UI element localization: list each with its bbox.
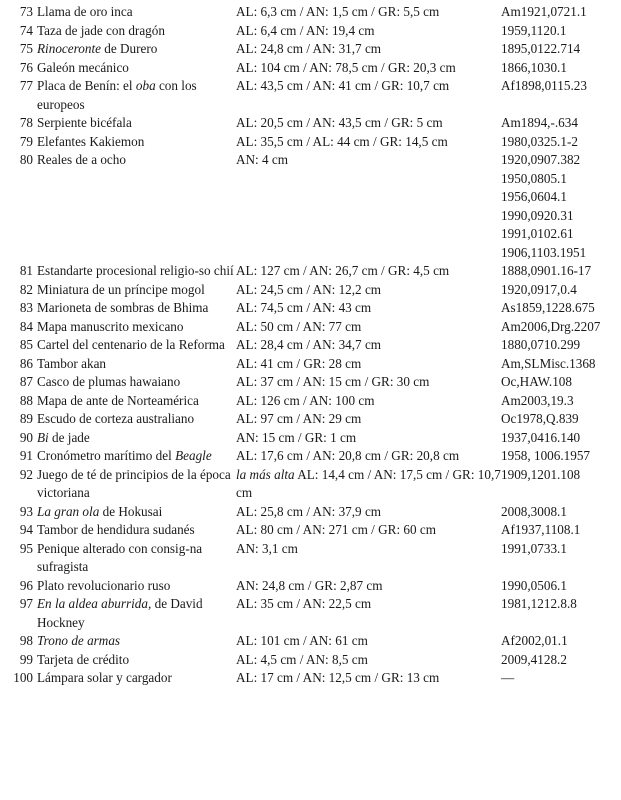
item-name-part: Penique alterado con consig-na sufragista [37, 540, 203, 574]
item-dimensions [236, 632, 501, 651]
item-name-part: Juego de té de principios de la época victoriana [37, 466, 231, 500]
item-name-part: de David Hockney [37, 596, 203, 630]
item-dimensions-part: AL: 25,8 cm / AN: 37,9 cm [236, 503, 382, 519]
item-number: 99 [19, 651, 33, 667]
item-name [37, 40, 236, 59]
list-item [0, 669, 621, 688]
list-item [0, 632, 621, 651]
item-registration-numbers [501, 114, 621, 133]
item-registration-numbers [501, 373, 621, 392]
item-number: 87 [19, 374, 33, 389]
item-dimensions-part: AL: 97 cm / AN: 29 cm [236, 411, 362, 426]
item-registration-numbers [501, 669, 621, 688]
item-name [37, 299, 236, 318]
item-registration-numbers [501, 299, 621, 318]
item-name-part: con los europeos [37, 78, 197, 112]
item-dimensions [236, 281, 501, 300]
registration-number: 1888,0901.16-17 [501, 263, 592, 278]
registration-number: Am1894,-.634 [501, 115, 578, 130]
registration-number: 1956,0604.1 [501, 189, 567, 204]
item-name-part: de Hokusai [99, 503, 163, 519]
item-name-part: Reales de a ocho [37, 152, 126, 167]
item-name-part: Marioneta de sombras de Bhima [37, 300, 209, 315]
item-name-part: de jade [48, 429, 90, 445]
item-number: 84 [19, 318, 33, 334]
item-dimensions-part: AN: 3,1 cm [236, 540, 298, 556]
item-name-part: Lámpara solar y cargador [37, 670, 172, 685]
item-registration-numbers [501, 503, 621, 522]
item-dimensions-part: AL: 4,5 cm / AN: 8,5 cm [236, 651, 368, 667]
registration-number: Af1937,1108.1 [501, 522, 581, 537]
item-dimensions [236, 540, 501, 559]
item-number: 85 [19, 337, 33, 352]
item-registration-numbers [501, 595, 621, 614]
item-dimensions-part: AL: 37 cm / AN: 15 cm / GR: 30 cm [236, 374, 430, 389]
item-name [37, 651, 236, 670]
item-registration-numbers [501, 466, 621, 485]
list-item [0, 429, 621, 448]
registration-number: 1880,0710.299 [501, 337, 581, 352]
item-dimensions [236, 373, 501, 392]
item-name-part: La gran ola [37, 503, 100, 519]
item-dimensions [236, 133, 501, 152]
registration-number: Af1898,0115.23 [501, 78, 587, 93]
item-number: 94 [19, 522, 33, 537]
item-dimensions-part: AN: 15 cm / GR: 1 cm [236, 429, 357, 445]
item-dimensions [236, 318, 501, 337]
item-name-part: Escudo de corteza australiano [37, 411, 195, 426]
list-item [0, 410, 621, 429]
item-number: 77 [19, 78, 33, 93]
item-dimensions-part: AL: 126 cm / AN: 100 cm [236, 392, 375, 408]
item-name [37, 392, 236, 411]
item-dimensions-part: AL: 24,8 cm / AN: 31,7 cm [236, 41, 382, 56]
item-name-part: En la aldea aburrida, [37, 596, 152, 611]
registration-number: 1920,0907.382 [501, 152, 581, 167]
registration-number: 1937,0416.140 [501, 429, 581, 445]
registration-number: 1906,1103.1951 [501, 244, 587, 260]
item-registration-numbers [501, 521, 621, 540]
item-registration-numbers [501, 3, 621, 22]
registration-number: 1991,0733.1 [501, 540, 567, 556]
item-registration-numbers [501, 336, 621, 355]
item-name [37, 632, 236, 651]
item-dimensions [236, 3, 501, 22]
item-name-part: Bi [37, 429, 49, 445]
item-registration-numbers [501, 392, 621, 411]
item-dimensions [236, 151, 501, 170]
item-name [37, 22, 236, 41]
item-dimensions-part: AL: 80 cm / AN: 271 cm / GR: 60 cm [236, 522, 436, 537]
item-name-part: Estandarte procesional religio-so chií [37, 263, 234, 278]
item-dimensions-part: AL: 17 cm / AN: 12,5 cm / GR: 13 cm [236, 670, 440, 685]
item-dimensions-part: AL: 127 cm / AN: 26,7 cm / GR: 4,5 cm [236, 263, 450, 278]
list-item [0, 595, 621, 632]
registration-number: 1959,1120.1 [501, 22, 567, 38]
item-name [37, 114, 236, 133]
item-dimensions [236, 114, 501, 133]
list-item [0, 281, 621, 300]
list-item [0, 521, 621, 540]
item-number: 100 [13, 670, 33, 685]
item-dimensions-part: AL: 6,4 cm / AN: 19,4 cm [236, 22, 375, 38]
item-dimensions [236, 392, 501, 411]
item-registration-numbers [501, 281, 621, 300]
item-registration-numbers [501, 133, 621, 152]
item-number: 81 [19, 263, 33, 278]
item-number: 93 [19, 503, 33, 519]
item-name [37, 577, 236, 596]
list-item [0, 133, 621, 152]
item-number: 76 [19, 59, 33, 75]
item-name-part: Beagle [175, 448, 212, 463]
item-number: 79 [19, 133, 33, 149]
list-item [0, 318, 621, 337]
item-dimensions [236, 77, 501, 96]
item-dimensions [236, 577, 501, 596]
item-dimensions-part: AN: 24,8 cm / GR: 2,87 cm [236, 577, 383, 593]
item-name [37, 521, 236, 540]
item-dimensions-part: AN: 4 cm [236, 152, 289, 167]
item-name [37, 281, 236, 300]
item-name-part: Placa de Benín: el [37, 78, 136, 93]
item-dimensions-part: AL: 24,5 cm / AN: 12,2 cm [236, 281, 382, 297]
registration-number: Oc1978,Q.839 [501, 411, 579, 426]
registration-number: As1859,1228.675 [501, 300, 595, 315]
item-number: 74 [19, 22, 33, 38]
item-dimensions [236, 521, 501, 540]
list-item [0, 336, 621, 355]
item-number: 95 [19, 540, 33, 556]
item-registration-numbers [501, 151, 621, 262]
item-name [37, 595, 236, 632]
item-registration-numbers [501, 22, 621, 41]
item-dimensions [236, 429, 501, 448]
registration-number: 1958, 1006.1957 [501, 448, 591, 463]
registration-number: Af2002,01.1 [501, 633, 568, 648]
registration-number: Am1921,0721.1 [501, 4, 587, 19]
item-name [37, 151, 236, 170]
item-registration-numbers [501, 59, 621, 78]
registration-number: 1991,0102.61 [501, 226, 574, 241]
item-dimensions-part: AL: 17,6 cm / AN: 20,8 cm / GR: 20,8 cm [236, 448, 460, 463]
item-name-part: Galeón mecánico [37, 59, 129, 75]
item-dimensions-part: la más alta [236, 466, 295, 482]
list-item [0, 3, 621, 22]
list-item [0, 262, 621, 281]
item-name [37, 133, 236, 152]
item-name-part: Elefantes Kakiemon [37, 133, 145, 149]
list-item [0, 466, 621, 503]
registration-number: 1981,1212.8.8 [501, 596, 577, 611]
item-dimensions-part: AL: 28,4 cm / AN: 34,7 cm [236, 337, 382, 352]
list-item [0, 447, 621, 466]
item-dimensions [236, 447, 501, 466]
list-item [0, 373, 621, 392]
item-dimensions-part: AL: 41 cm / GR: 28 cm [236, 355, 362, 371]
item-dimensions-part: AL: 6,3 cm / AN: 1,5 cm / GR: 5,5 cm [236, 4, 440, 19]
item-dimensions-part: AL: 74,5 cm / AN: 43 cm [236, 300, 372, 315]
item-dimensions [236, 410, 501, 429]
list-item [0, 151, 621, 262]
registration-number: 1980,0325.1-2 [501, 133, 578, 149]
item-name-part: oba [135, 78, 156, 93]
item-name [37, 355, 236, 374]
list-item [0, 22, 621, 41]
item-number: 78 [19, 115, 33, 130]
item-name-part: Tambor de hendidura sudanés [37, 522, 195, 537]
registration-number: Am2006,Drg.2207 [501, 318, 601, 334]
item-registration-numbers [501, 447, 621, 466]
item-name-part: de Durero [100, 41, 158, 56]
item-dimensions-part: AL: 20,5 cm / AN: 43,5 cm / GR: 5 cm [236, 115, 443, 130]
item-number: 98 [19, 633, 33, 648]
item-number: 86 [19, 355, 33, 371]
item-name [37, 429, 236, 448]
item-name-part: Llama de oro inca [37, 4, 133, 19]
item-registration-numbers [501, 262, 621, 281]
item-number: 75 [19, 41, 33, 56]
item-registration-numbers [501, 318, 621, 337]
item-dimensions [236, 59, 501, 78]
registration-number: 1895,0122.714 [501, 41, 581, 56]
item-dimensions-part: AL: 14,4 cm / AN: 17,5 cm / GR: 10,7 cm [236, 466, 501, 500]
item-name-part: Taza de jade con dragón [37, 22, 165, 38]
item-registration-numbers [501, 77, 621, 96]
item-number: 88 [19, 392, 33, 408]
item-name-part: Tambor akan [37, 355, 107, 371]
item-name-part: Trono de armas [37, 633, 121, 648]
item-dimensions [236, 299, 501, 318]
item-number: 97 [19, 596, 33, 611]
item-number: 90 [19, 429, 33, 445]
item-dimensions [236, 651, 501, 670]
item-registration-numbers [501, 632, 621, 651]
item-name [37, 336, 236, 355]
item-registration-numbers [501, 410, 621, 429]
item-dimensions-part: AL: 101 cm / AN: 61 cm [236, 633, 368, 648]
item-dimensions [236, 466, 501, 503]
registration-number: 2009,4128.2 [501, 651, 567, 667]
item-dimensions [236, 503, 501, 522]
item-number: 83 [19, 300, 33, 315]
list-item [0, 40, 621, 59]
registration-number: — [501, 670, 515, 685]
item-dimensions [236, 262, 501, 281]
item-name [37, 669, 236, 688]
item-number: 96 [19, 577, 33, 593]
item-name-part: Miniatura de un príncipe mogol [37, 281, 205, 297]
item-name [37, 540, 236, 577]
item-registration-numbers [501, 355, 621, 374]
registration-number: 1909,1201.108 [501, 466, 581, 482]
item-name [37, 373, 236, 392]
item-number: 80 [19, 152, 33, 167]
registration-number: 1866,1030.1 [501, 59, 567, 75]
item-name [37, 410, 236, 429]
item-name-part: Casco de plumas hawaiano [37, 374, 181, 389]
registration-number: 1950,0805.1 [501, 170, 567, 186]
item-dimensions [236, 595, 501, 614]
item-name [37, 3, 236, 22]
item-name-part: Plato revolucionario ruso [37, 577, 171, 593]
item-dimensions-part: AL: 35 cm / AN: 22,5 cm [236, 596, 372, 611]
item-dimensions [236, 40, 501, 59]
item-name-part: Tarjeta de crédito [37, 651, 130, 667]
item-dimensions-part: AL: 35,5 cm / AL: 44 cm / GR: 14,5 cm [236, 133, 448, 149]
item-name [37, 503, 236, 522]
list-item [0, 59, 621, 78]
item-name [37, 59, 236, 78]
item-dimensions-part: AL: 104 cm / AN: 78,5 cm / GR: 20,3 cm [236, 59, 456, 75]
registration-number: 1920,0917,0.4 [501, 281, 577, 297]
item-name-part: Mapa de ante de Norteamérica [37, 392, 199, 408]
item-registration-numbers [501, 577, 621, 596]
item-name-part: Rinoceronte [37, 41, 101, 56]
registration-number: 1990,0920.31 [501, 207, 574, 223]
item-name-part: Mapa manuscrito mexicano [37, 318, 184, 334]
item-number: 92 [19, 466, 33, 482]
item-name [37, 318, 236, 337]
registration-number: Am2003,19.3 [501, 392, 574, 408]
list-item [0, 299, 621, 318]
item-registration-numbers [501, 40, 621, 59]
item-name-part: Cronómetro marítimo del [37, 448, 176, 463]
registration-number: 2008,3008.1 [501, 503, 567, 519]
list-item [0, 577, 621, 596]
item-dimensions-part: AL: 50 cm / AN: 77 cm [236, 318, 362, 334]
item-number: 82 [19, 281, 33, 297]
item-dimensions [236, 355, 501, 374]
list-item [0, 77, 621, 114]
item-name-part: Cartel del centenario de la Reforma [37, 337, 225, 352]
item-dimensions [236, 22, 501, 41]
list-item [0, 392, 621, 411]
registration-number: Oc,HAW.108 [501, 374, 572, 389]
item-registration-numbers [501, 651, 621, 670]
item-name [37, 77, 236, 114]
item-number: 73 [19, 4, 33, 19]
registration-number: Am,SLMisc.1368 [501, 355, 596, 371]
list-item [0, 114, 621, 133]
item-number: 89 [19, 411, 33, 426]
item-dimensions [236, 336, 501, 355]
list-item [0, 540, 621, 577]
item-dimensions-part: AL: 43,5 cm / AN: 41 cm / GR: 10,7 cm [236, 78, 450, 93]
list-item [0, 651, 621, 670]
list-item [0, 355, 621, 374]
list-item [0, 503, 621, 522]
item-name-part: Serpiente bicéfala [37, 115, 132, 130]
item-dimensions [236, 669, 501, 688]
item-name [37, 447, 236, 466]
item-registration-numbers [501, 429, 621, 448]
registration-number: 1990,0506.1 [501, 577, 567, 593]
item-name [37, 262, 236, 281]
item-number: 91 [19, 448, 33, 463]
item-registration-numbers [501, 540, 621, 559]
item-name [37, 466, 236, 503]
